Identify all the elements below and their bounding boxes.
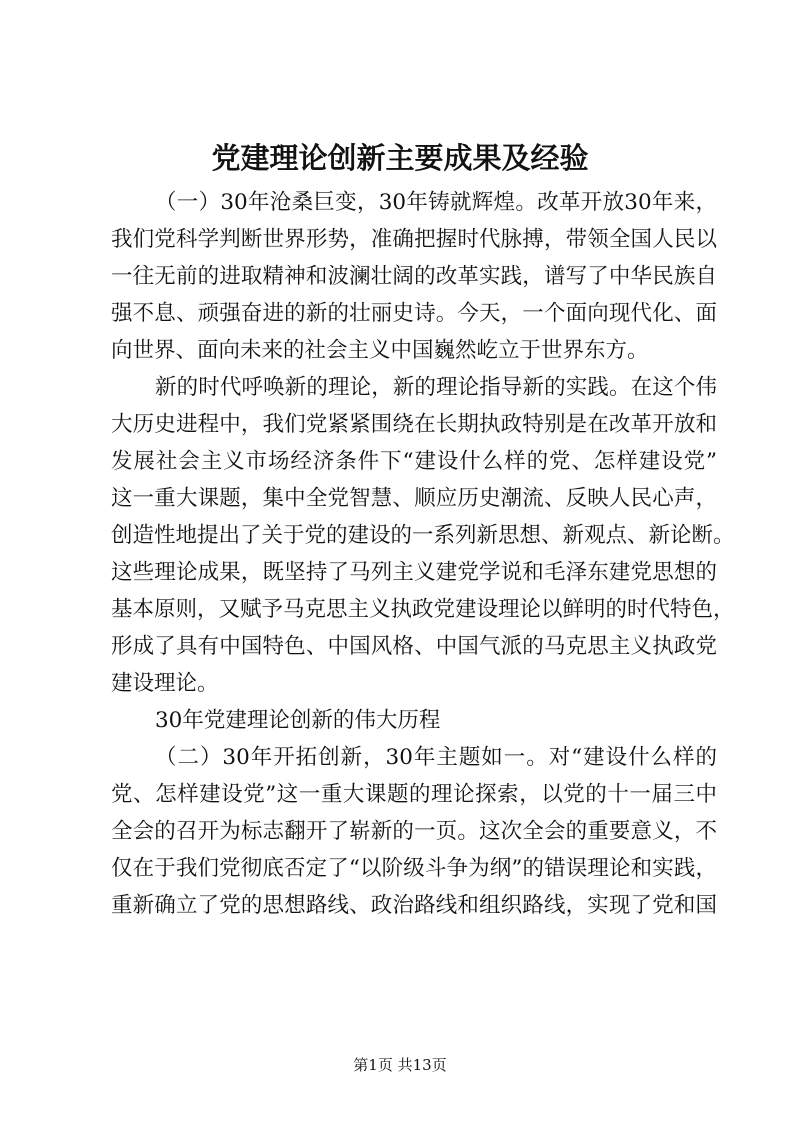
document-title: 党建理论创新主要成果及经验	[211, 141, 589, 175]
paragraph-2-line-3: 发展社会主义市场经济条件下“建设什么样的党、怎样建设党”	[111, 449, 717, 474]
paragraph-2-line-1: 新的时代呼唤新的理论，新的理论指导新的实践。在这个伟	[155, 375, 717, 400]
paragraph-1-line-4: 强不息、顽强奋进的新的壮丽史诗。今天，一个面向现代化、面	[111, 301, 717, 326]
paragraph-1-line-1: （一）30年沧桑巨变，30年铸就辉煌。改革开放30年来，	[155, 190, 717, 215]
section-heading: 30年党建理论创新的伟大历程	[155, 708, 441, 733]
paragraph-2-line-2: 大历史进程中，我们党紧紧围绕在长期执政特别是在改革开放和	[111, 412, 717, 437]
paragraph-2-line-4: 这一重大课题，集中全党智慧、顺应历史潮流、反映人民心声，	[111, 486, 717, 511]
paragraph-2-line-6: 这些理论成果，既坚持了马列主义建党学说和毛泽东建党思想的	[111, 560, 717, 585]
paragraph-1-line-5: 向世界、面向未来的社会主义中国巍然屹立于世界东方。	[111, 338, 649, 363]
paragraph-1-line-2: 我们党科学判断世界形势，准确把握时代脉搏，带领全国人民以	[111, 227, 717, 252]
paragraph-1-line-3: 一往无前的进取精神和波澜壮阔的改革实践，谱写了中华民族自	[111, 264, 717, 289]
page-footer: 第1页 共13页	[353, 1056, 447, 1074]
paragraph-2-line-5: 创造性地提出了关于党的建设的一系列新思想、新观点、新论断。	[111, 523, 735, 548]
paragraph-3-line-3: 全会的召开为标志翻开了崭新的一页。这次全会的重要意义，不	[111, 819, 717, 844]
paragraph-3-line-1: （二）30年开拓创新，30年主题如一。对“建设什么样的	[155, 745, 717, 770]
paragraph-2-line-9: 建设理论。	[111, 671, 219, 696]
paragraph-2-line-8: 形成了具有中国特色、中国风格、中国气派的马克思主义执政党	[111, 634, 717, 659]
paragraph-3-line-4: 仅在于我们党彻底否定了“以阶级斗争为纲”的错误理论和实践，	[111, 856, 717, 881]
paragraph-2-line-7: 基本原则，又赋予马克思主义执政党建设理论以鲜明的时代特色，	[111, 597, 735, 622]
paragraph-3-line-2: 党、怎样建设党”这一重大课题的理论探索，以党的十一届三中	[111, 782, 717, 807]
paragraph-3-line-5: 重新确立了党的思想路线、政治路线和组织路线，实现了党和国	[111, 893, 717, 918]
